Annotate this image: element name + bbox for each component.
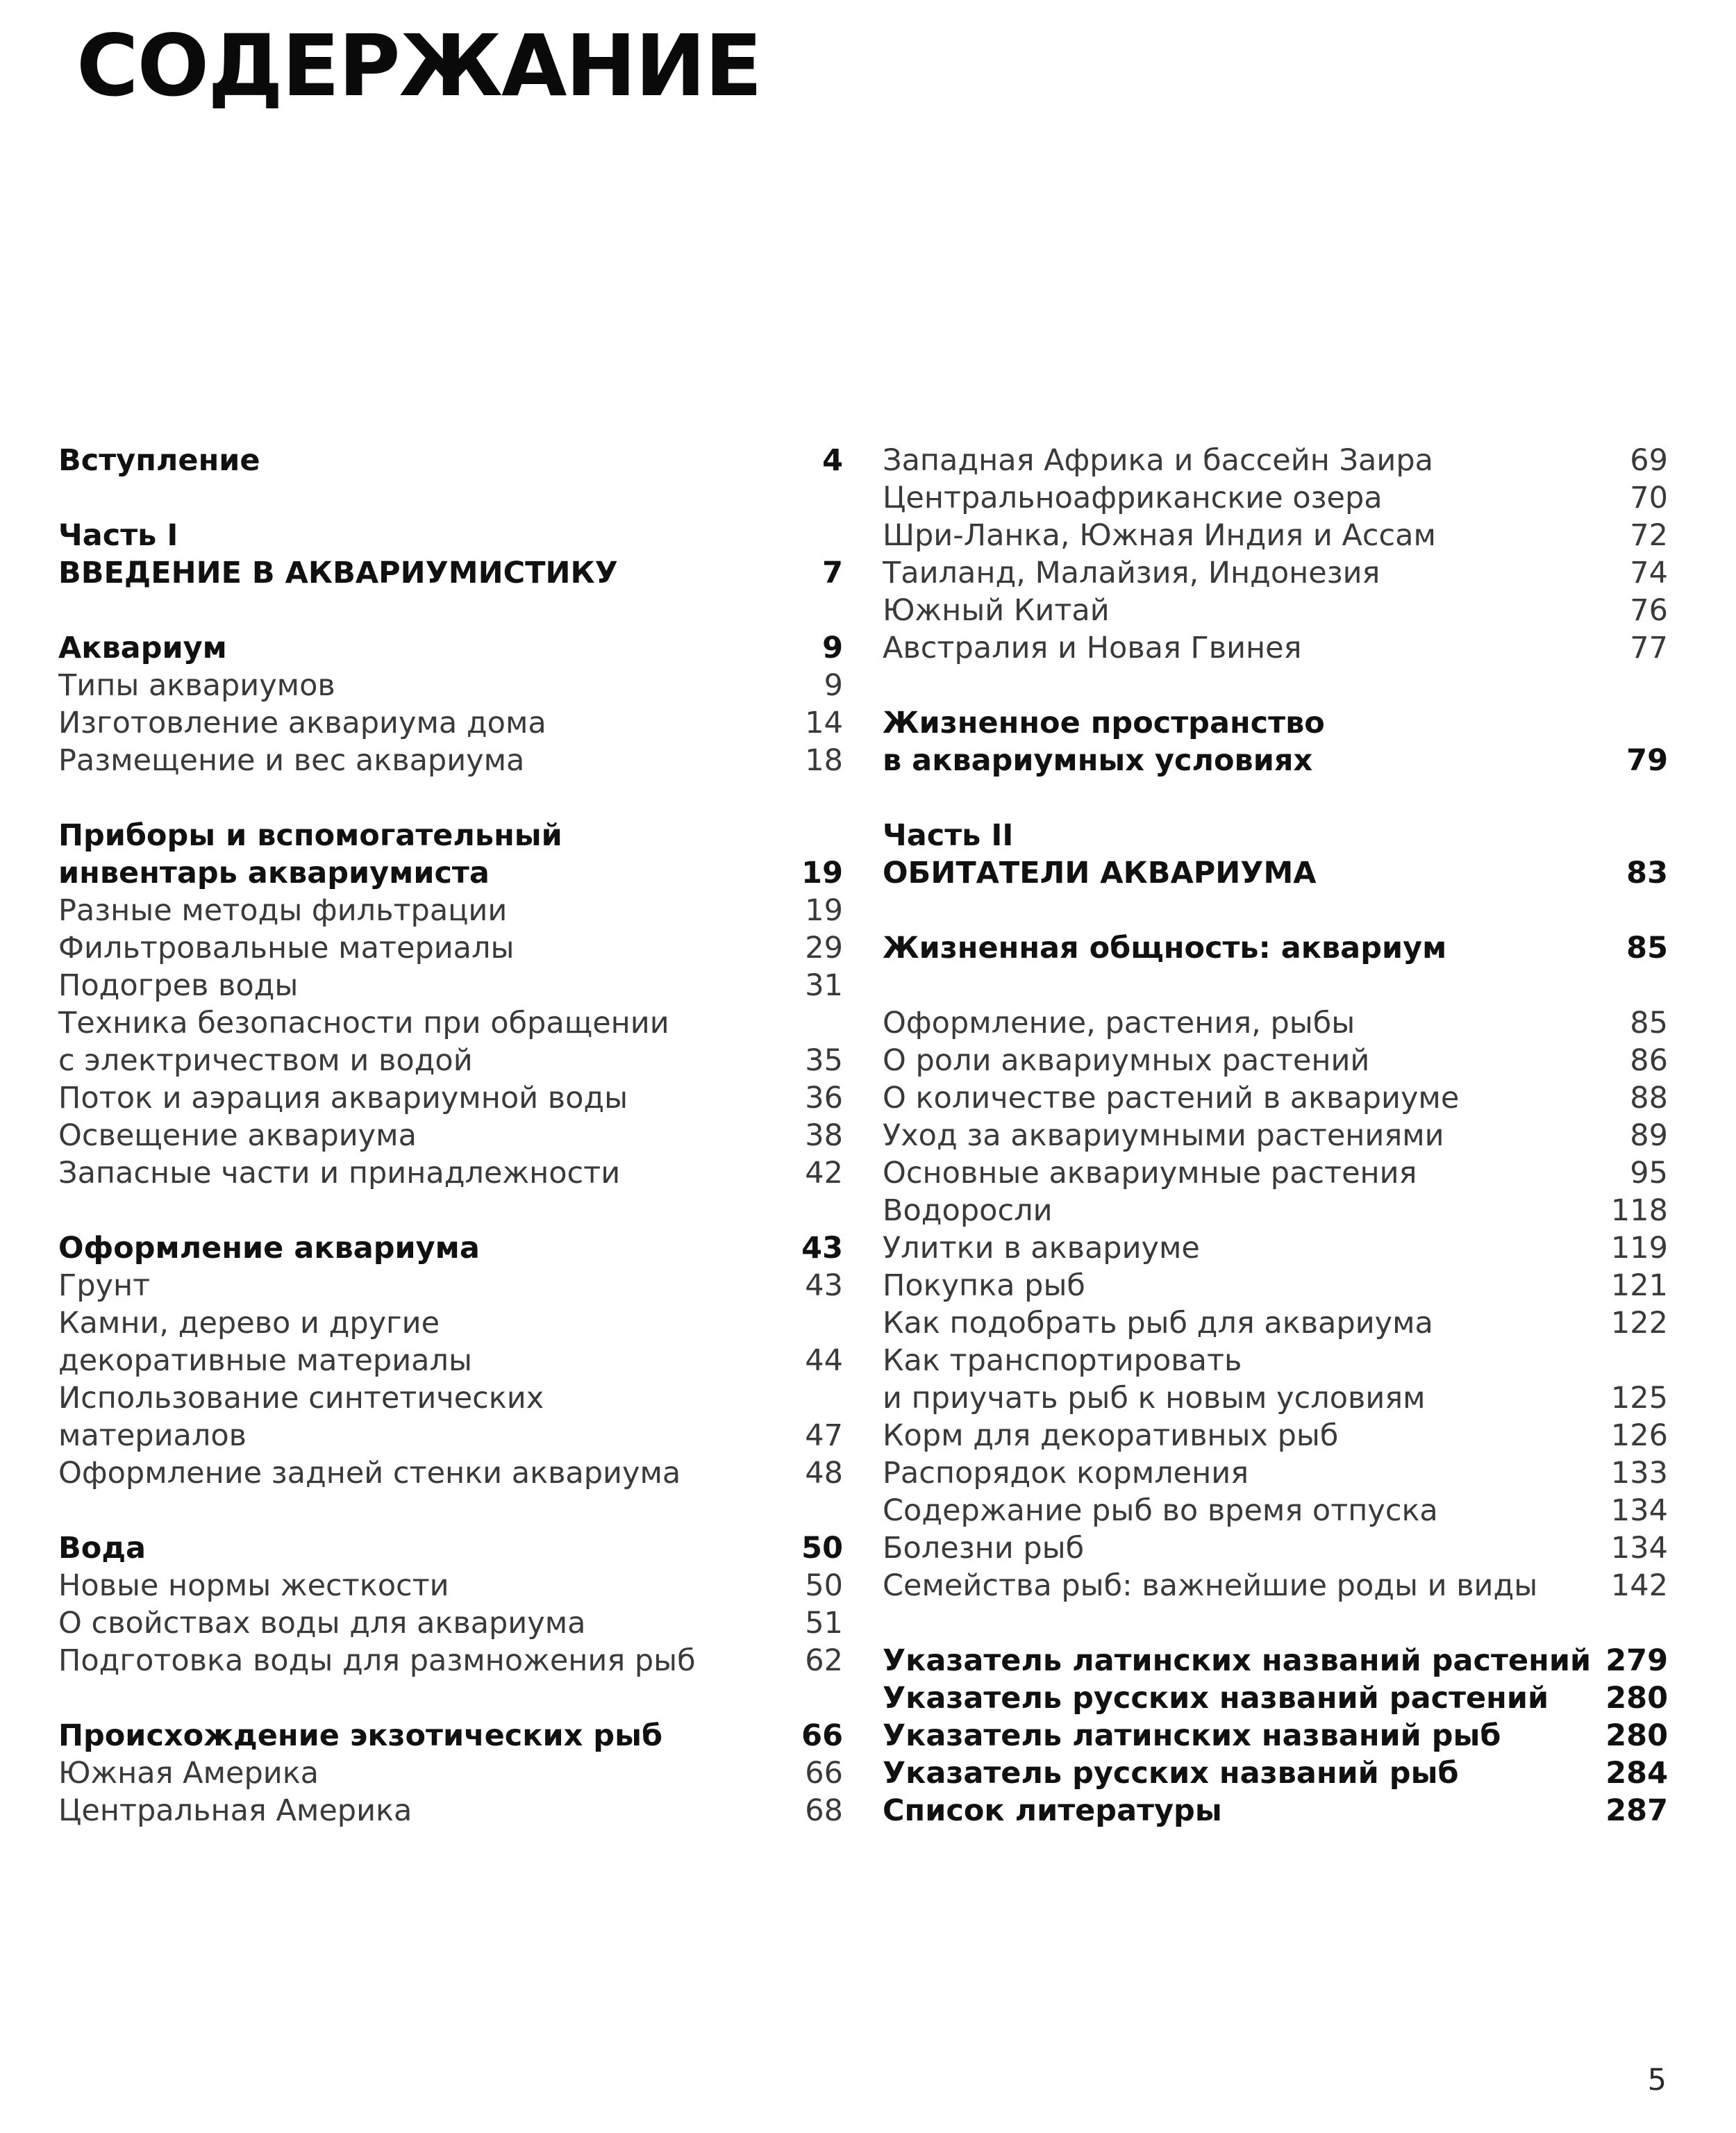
toc-entry-page: 279 — [1605, 1643, 1668, 1678]
toc-entry[interactable] — [883, 1229, 1668, 1267]
toc-entry-title: Основные аквариумные растения — [883, 1156, 1417, 1190]
toc-entry-title: Указатель латинских названий растений — [883, 1643, 1592, 1678]
toc-entry-title: Оформление, растения, рыбы — [883, 1006, 1355, 1040]
toc-entry-title: материалов — [58, 1418, 247, 1453]
toc-entry-title: Семейства рыб: важнейшие роды и виды — [883, 1568, 1538, 1603]
toc-entry-title: Болезни рыб — [883, 1531, 1085, 1566]
toc-entry-title: Изготовление аквариума дома — [58, 706, 546, 740]
toc-entry-title: Как подобрать рыб для аквариума — [883, 1306, 1433, 1341]
toc-entry-title: Поток и аэрация аквариумной воды — [58, 1081, 628, 1115]
toc-entry-page: 9 — [822, 631, 843, 665]
toc-entry[interactable] — [883, 1267, 1668, 1304]
toc-entry[interactable] — [883, 1492, 1668, 1529]
toc-entry[interactable] — [58, 1079, 843, 1117]
toc-section-heading[interactable] — [58, 1717, 843, 1754]
toc-entry-title: с электричеством и водой — [58, 1043, 473, 1078]
toc-entry-page: 119 — [1610, 1231, 1668, 1265]
toc-entry[interactable] — [883, 1004, 1668, 1042]
toc-spacer — [883, 1604, 1668, 1642]
toc-entry-title: Вступление — [58, 443, 260, 478]
toc-entry-page: 133 — [1610, 1456, 1668, 1491]
toc-entry[interactable] — [883, 1117, 1668, 1154]
toc-entry[interactable] — [58, 1792, 843, 1829]
toc-entry-page: 42 — [805, 1156, 843, 1190]
toc-entry-title: Использование синтетических — [58, 1381, 544, 1416]
toc-entry-page: 134 — [1610, 1531, 1668, 1566]
toc-entry-page: 43 — [801, 1231, 843, 1265]
toc-entry-page: 95 — [1630, 1156, 1668, 1190]
toc-section-heading[interactable] — [883, 817, 1668, 854]
toc-entry-title: Список литературы — [883, 1793, 1222, 1828]
toc-entry[interactable] — [883, 479, 1668, 517]
toc-entry-page: 76 — [1630, 593, 1668, 628]
toc-entry-title: Фильтровальные материалы — [58, 931, 515, 965]
toc-section-heading[interactable] — [883, 1754, 1668, 1792]
toc-entry-title: Аквариум — [58, 631, 227, 665]
toc-section-heading[interactable] — [58, 854, 843, 892]
toc-section-heading[interactable] — [883, 1679, 1668, 1717]
toc-entry-title: Вода — [58, 1531, 147, 1566]
toc-entry-title: инвентарь аквариумиста — [58, 856, 490, 890]
toc-entry-title: Указатель русских названий растений — [883, 1681, 1549, 1716]
toc-spacer — [883, 967, 1668, 1004]
toc-entry[interactable] — [883, 1304, 1668, 1342]
toc-entry-title: Оформление задней стенки аквариума — [58, 1456, 681, 1491]
toc-entry[interactable] — [883, 1079, 1668, 1117]
toc-entry-page: 134 — [1610, 1493, 1668, 1528]
toc-entry-page: 85 — [1626, 931, 1668, 965]
toc-spacer — [58, 592, 843, 629]
toc-entry-title: Часть II — [883, 818, 1014, 853]
toc-entry-title: Приборы и вспомогательный — [58, 818, 562, 853]
toc-entry-title: Камни, дерево и другие — [58, 1306, 440, 1341]
toc-section-heading[interactable] — [883, 1642, 1668, 1679]
toc-entry-title: Жизненное пространство — [883, 706, 1325, 740]
toc-entry-title: Оформление аквариума — [58, 1231, 480, 1265]
toc-entry-page: 36 — [805, 1081, 843, 1115]
toc-entry-page: 69 — [1630, 443, 1668, 478]
toc-entry[interactable] — [58, 967, 843, 1004]
toc-entry-page: 280 — [1605, 1718, 1668, 1753]
toc-section-heading[interactable] — [883, 854, 1668, 892]
toc-entry-title: Техника безопасности при обращении — [58, 1006, 669, 1040]
toc-entry[interactable] — [883, 1454, 1668, 1492]
toc-entry-page: 121 — [1610, 1268, 1668, 1303]
toc-entry-page: 89 — [1630, 1118, 1668, 1153]
toc-entry[interactable] — [58, 892, 843, 929]
toc-entry-title: Освещение аквариума — [58, 1118, 417, 1153]
toc-entry-page: 18 — [805, 743, 843, 778]
toc-entry-title: Указатель русских названий рыб — [883, 1756, 1459, 1791]
toc-entry[interactable] — [58, 1567, 843, 1604]
page-number: 5 — [1647, 2063, 1667, 2098]
toc-left-column — [58, 442, 843, 1829]
toc-section-heading[interactable] — [883, 1792, 1668, 1829]
toc-entry[interactable] — [58, 1417, 843, 1454]
toc-entry-title: Грунт — [58, 1268, 151, 1303]
toc-spacer — [883, 667, 1668, 704]
toc-entry-page: 77 — [1630, 631, 1668, 665]
toc-section-heading[interactable] — [883, 1717, 1668, 1754]
toc-entry[interactable] — [883, 1567, 1668, 1604]
toc-entry-title: Корм для декоративных рыб — [883, 1418, 1339, 1453]
toc-entry[interactable] — [883, 442, 1668, 479]
toc-entry-title: Покупка рыб — [883, 1268, 1085, 1303]
toc-entry-title: Водоросли — [883, 1193, 1053, 1228]
toc-entry[interactable] — [883, 1042, 1668, 1079]
toc-entry-page: 29 — [805, 931, 843, 965]
toc-entry-title: Западная Африка и бассейн Заира — [883, 443, 1433, 478]
toc-entry-page: 88 — [1630, 1081, 1668, 1115]
toc-entry[interactable] — [58, 1604, 843, 1642]
toc-entry-title: Таиланд, Малайзия, Индонезия — [883, 556, 1380, 590]
toc-section-heading[interactable] — [58, 629, 843, 667]
toc-entry[interactable] — [883, 517, 1668, 554]
toc-entry-title: Новые нормы жесткости — [58, 1568, 449, 1603]
toc-entry-title: Подогрев воды — [58, 968, 299, 1003]
toc-entry-page: 70 — [1630, 481, 1668, 515]
toc-entry-title: Размещение и вес аквариума — [58, 743, 525, 778]
toc-entry-page: 19 — [801, 856, 843, 890]
toc-entry[interactable] — [58, 929, 843, 967]
toc-entry-page: 48 — [805, 1456, 843, 1491]
toc-entry-page: 44 — [805, 1343, 843, 1378]
toc-entry-title: Южная Америка — [58, 1756, 319, 1791]
toc-entry-page: 68 — [805, 1793, 843, 1828]
toc-entry-title: Южный Китай — [883, 593, 1110, 628]
toc-entry-title: Центральноафриканские озера — [883, 481, 1383, 515]
toc-entry[interactable] — [883, 1529, 1668, 1567]
toc-entry-page: 284 — [1605, 1756, 1668, 1791]
page-title: СОДЕРЖАНИЕ — [76, 17, 761, 115]
toc-spacer — [58, 479, 843, 517]
toc-entry-title: Шри-Ланка, Южная Индия и Ассам — [883, 518, 1436, 553]
toc-entry[interactable] — [883, 592, 1668, 629]
toc-entry-title: Жизненная общность: аквариум — [883, 931, 1447, 965]
toc-entry-title: декоративные материалы — [58, 1343, 472, 1378]
toc-entry-title: О роли аквариумных растений — [883, 1043, 1370, 1078]
toc-entry-title: и приучать рыб к новым условиям — [883, 1381, 1426, 1416]
toc-section-heading[interactable] — [58, 817, 843, 854]
toc-entry-page: 50 — [805, 1568, 843, 1603]
toc-entry-page: 74 — [1630, 556, 1668, 590]
toc-entry-title: ОБИТАТЕЛИ АКВАРИУМА — [883, 856, 1317, 890]
toc-entry-page: 50 — [801, 1531, 843, 1566]
toc-entry-page: 43 — [805, 1268, 843, 1303]
toc-section-heading[interactable] — [58, 517, 843, 554]
toc-spacer — [58, 779, 843, 817]
toc-entry-page: 19 — [805, 893, 843, 928]
toc-entry-page: 85 — [1630, 1006, 1668, 1040]
toc-entry[interactable] — [58, 1342, 843, 1379]
toc-section-heading[interactable] — [883, 704, 1668, 742]
toc-spacer — [883, 892, 1668, 929]
toc-entry-page: 14 — [805, 706, 843, 740]
toc-section-heading[interactable] — [58, 1529, 843, 1567]
toc-entry[interactable] — [58, 742, 843, 779]
toc-entry[interactable] — [58, 1454, 843, 1492]
toc-entry-title: Улитки в аквариуме — [883, 1231, 1200, 1265]
toc-entry-page: 38 — [805, 1118, 843, 1153]
toc-section-heading[interactable] — [883, 742, 1668, 779]
toc-entry-page: 7 — [822, 556, 843, 590]
toc-entry[interactable] — [883, 554, 1668, 592]
toc-entry-page: 122 — [1610, 1306, 1668, 1341]
toc-entry[interactable] — [883, 1342, 1668, 1379]
toc-spacer — [883, 779, 1668, 817]
toc-entry-title: Австралия и Новая Гвинея — [883, 631, 1302, 665]
toc-entry[interactable] — [883, 1192, 1668, 1229]
toc-entry-title: О свойствах воды для аквариума — [58, 1606, 586, 1641]
toc-entry-page: 118 — [1610, 1193, 1668, 1228]
toc-entry-page: 35 — [805, 1043, 843, 1078]
toc-entry[interactable] — [58, 1642, 843, 1679]
toc-entry-page: 62 — [805, 1643, 843, 1678]
toc-entry-title: Запасные части и принадлежности — [58, 1156, 621, 1190]
toc-entry-page: 4 — [822, 443, 843, 478]
toc-entry-title: ВВЕДЕНИЕ В АКВАРИУМИСТИКУ — [58, 556, 618, 590]
toc-entry-title: Подготовка воды для размножения рыб — [58, 1643, 696, 1678]
toc-entry-title: Типы аквариумов — [58, 668, 335, 703]
toc-entry-page: 86 — [1630, 1043, 1668, 1078]
toc-entry-title: Содержание рыб во время отпуска — [883, 1493, 1438, 1528]
toc-entry[interactable] — [58, 1304, 843, 1342]
toc-entry-title: Происхождение экзотических рыб — [58, 1718, 662, 1753]
toc-entry-title: Часть I — [58, 518, 178, 553]
toc-entry-page: 287 — [1605, 1793, 1668, 1828]
toc-entry-page: 79 — [1626, 743, 1668, 778]
toc-entry-page: 31 — [805, 968, 843, 1003]
toc-entry-title: О количестве растений в аквариуме — [883, 1081, 1460, 1115]
toc-section-heading[interactable] — [58, 1229, 843, 1267]
toc-section-heading[interactable] — [58, 442, 843, 479]
toc-entry-page: 125 — [1610, 1381, 1668, 1416]
toc-entry-title: Распорядок кормления — [883, 1456, 1249, 1491]
toc-right-column — [883, 442, 1668, 1829]
toc-entry-page: 142 — [1610, 1568, 1668, 1603]
toc-entry[interactable] — [58, 667, 843, 704]
toc-section-heading[interactable] — [58, 554, 843, 592]
toc-entry-title: Указатель латинских названий рыб — [883, 1718, 1501, 1753]
toc-entry[interactable] — [58, 1754, 843, 1792]
toc-entry-page: 51 — [805, 1606, 843, 1641]
toc-entry-page: 126 — [1610, 1418, 1668, 1453]
toc-entry[interactable] — [58, 1267, 843, 1304]
toc-entry-title: в аквариумных условиях — [883, 743, 1313, 778]
toc-entry[interactable] — [58, 1042, 843, 1079]
toc-entry-title: Разные методы фильтрации — [58, 893, 508, 928]
toc-entry[interactable] — [58, 1004, 843, 1042]
toc-spacer — [58, 1192, 843, 1229]
toc-entry-page: 9 — [824, 668, 843, 703]
toc-entry-page: 66 — [805, 1756, 843, 1791]
toc-spacer — [58, 1492, 843, 1529]
toc-entry-page: 280 — [1605, 1681, 1668, 1716]
toc-entry-page: 83 — [1626, 856, 1668, 890]
toc-entry[interactable] — [58, 1154, 843, 1192]
toc-entry[interactable] — [883, 1154, 1668, 1192]
toc-spacer — [58, 1679, 843, 1717]
toc-entry-page: 66 — [801, 1718, 843, 1753]
toc-entry-title: Уход за аквариумными растениями — [883, 1118, 1444, 1153]
toc-entry-title: Центральная Америка — [58, 1793, 412, 1828]
toc-entry[interactable] — [883, 629, 1668, 667]
toc-entry[interactable] — [883, 1379, 1668, 1417]
toc-entry-page: 47 — [805, 1418, 843, 1453]
toc-section-heading[interactable] — [883, 929, 1668, 967]
toc-entry-page: 72 — [1630, 518, 1668, 553]
toc-entry[interactable] — [58, 704, 843, 742]
toc-entry[interactable] — [58, 1117, 843, 1154]
toc-entry[interactable] — [883, 1417, 1668, 1454]
toc-entry-title: Как транспортировать — [883, 1343, 1242, 1378]
toc-entry[interactable] — [58, 1379, 843, 1417]
